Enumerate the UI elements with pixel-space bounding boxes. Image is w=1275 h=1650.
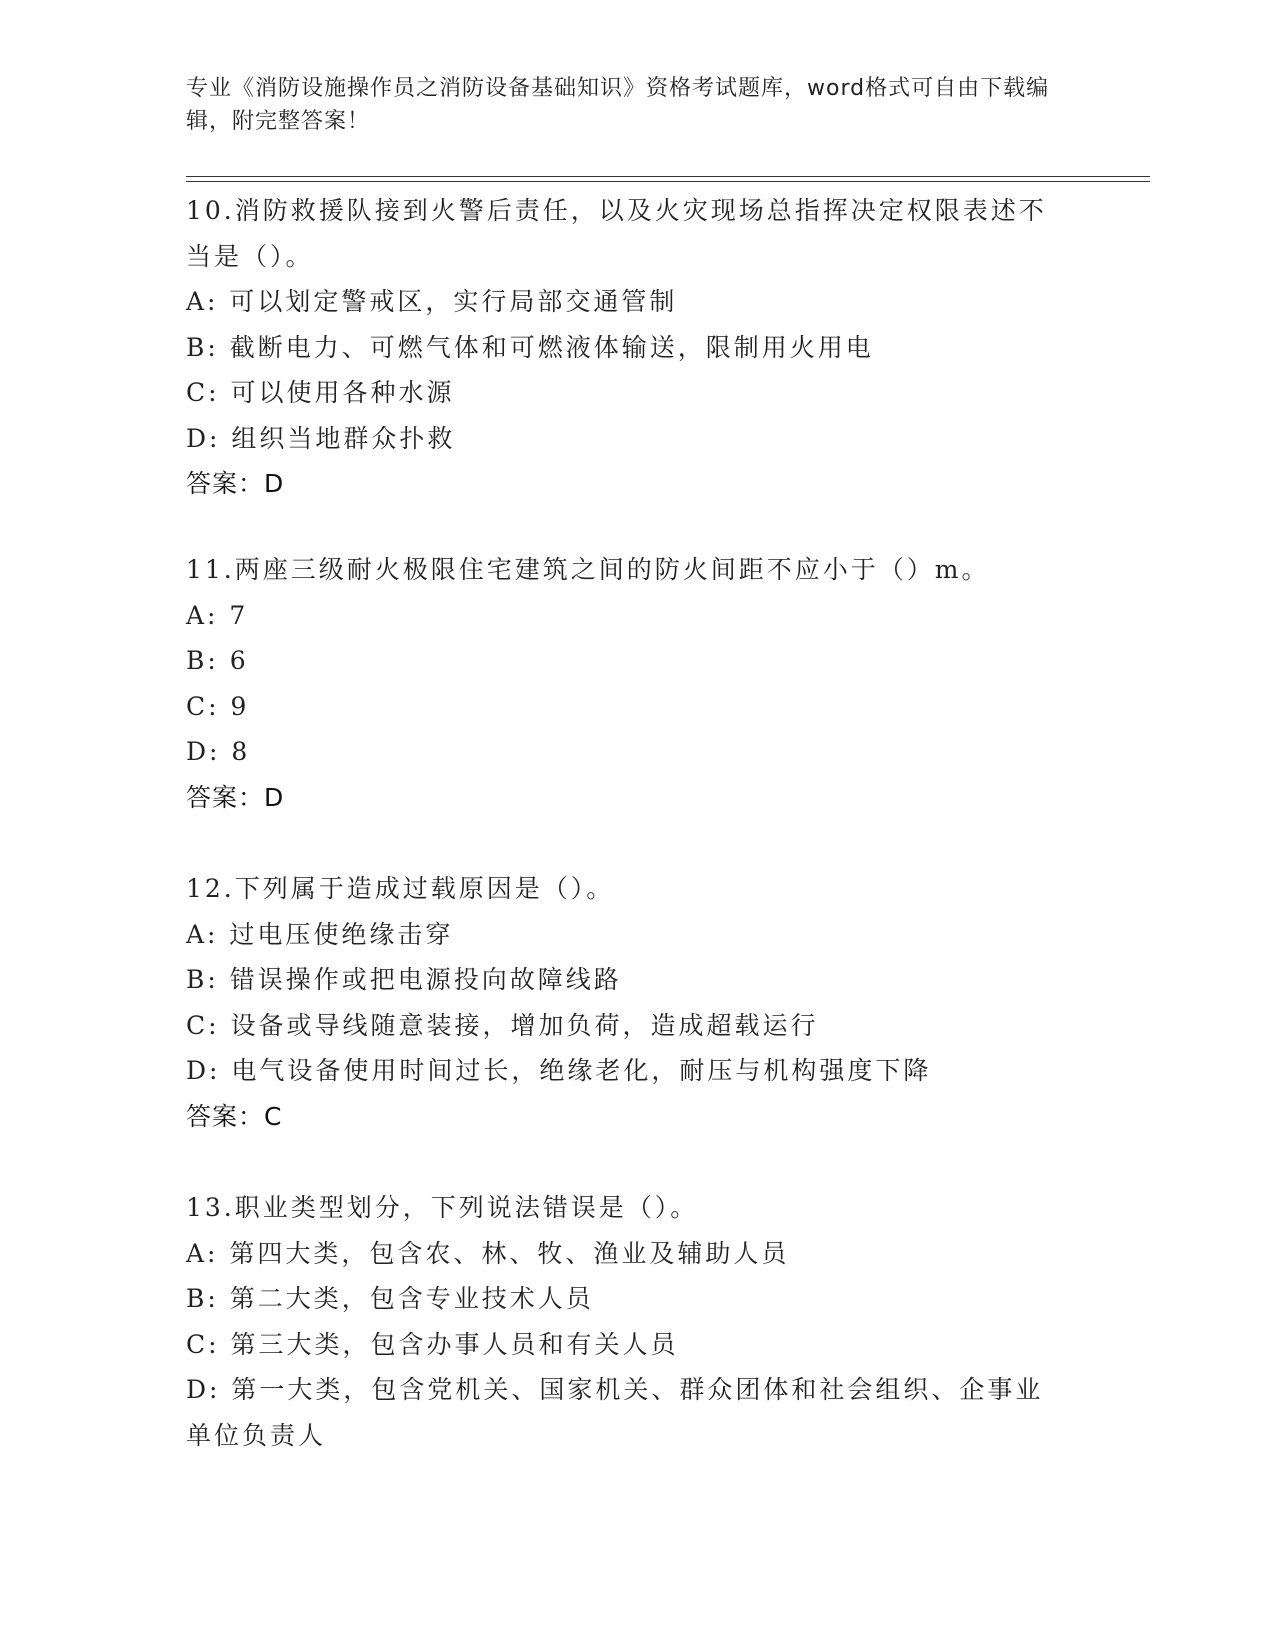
option-b: B: 第二大类，包含专业技术人员 [186, 1284, 594, 1313]
option-d: D: 组织当地群众扑救 [186, 423, 456, 453]
option-a: A: 过电压使绝缘击穿 [186, 919, 454, 949]
question-stem: 10.消防救援队接到火警后责任，以及火灾现场总指挥决定权限表述不当是（）。 [186, 196, 1047, 271]
header-divider-bottom [186, 181, 1150, 182]
option-a: A: 7 [186, 600, 249, 630]
question-stem: 12.下列属于造成过载原因是（）。 [186, 874, 615, 903]
document-header: 专业《消防设施操作员之消防设备基础知识》资格考试题库，word格式可自由下载编辑，附完整答案！ [186, 76, 1050, 134]
option-a: A: 第四大类，包含农、林、牧、渔业及辅助人员 [186, 1238, 790, 1268]
header-divider-top [186, 176, 1150, 177]
question-10 [186, 188, 1086, 507]
option-d: D: 电气设备使用时间过长，绝缘老化，耐压与机构强度下降 [186, 1056, 932, 1085]
option-c: C: 第三大类，包含办事人员和有关人员 [186, 1329, 679, 1359]
option-b: B: 截断电力、可燃气体和可燃液体输送，限制用火用电 [186, 332, 874, 362]
question-stem: 13.职业类型划分，下列说法错误是（）。 [186, 1193, 699, 1222]
option-c: C: 9 [186, 691, 250, 721]
answer-line: 答案：C [186, 1101, 283, 1131]
answer-line: 答案：D [186, 469, 285, 498]
question-11 [186, 547, 1086, 820]
answer-line: 答案：D [186, 782, 285, 812]
question-stem: 11.两座三级耐火极限住宅建筑之间的防火间距不应小于（）m。 [186, 555, 990, 584]
option-d: D: 第一大类，包含党机关、国家机关、群众团体和社会组织、企事业单位负责人 [186, 1375, 1044, 1450]
option-a: A: 可以划定警戒区，实行局部交通管制 [186, 287, 678, 316]
option-c: C: 设备或导线随意装接，增加负荷，造成超载运行 [186, 1010, 819, 1040]
option-d: D: 8 [186, 737, 251, 766]
option-b: B: 6 [186, 646, 249, 675]
option-b: B: 错误操作或把电源投向故障线路 [186, 965, 622, 994]
question-12 [186, 866, 1086, 1139]
question-13 [186, 1185, 1086, 1458]
option-c: C: 可以使用各种水源 [186, 378, 455, 407]
